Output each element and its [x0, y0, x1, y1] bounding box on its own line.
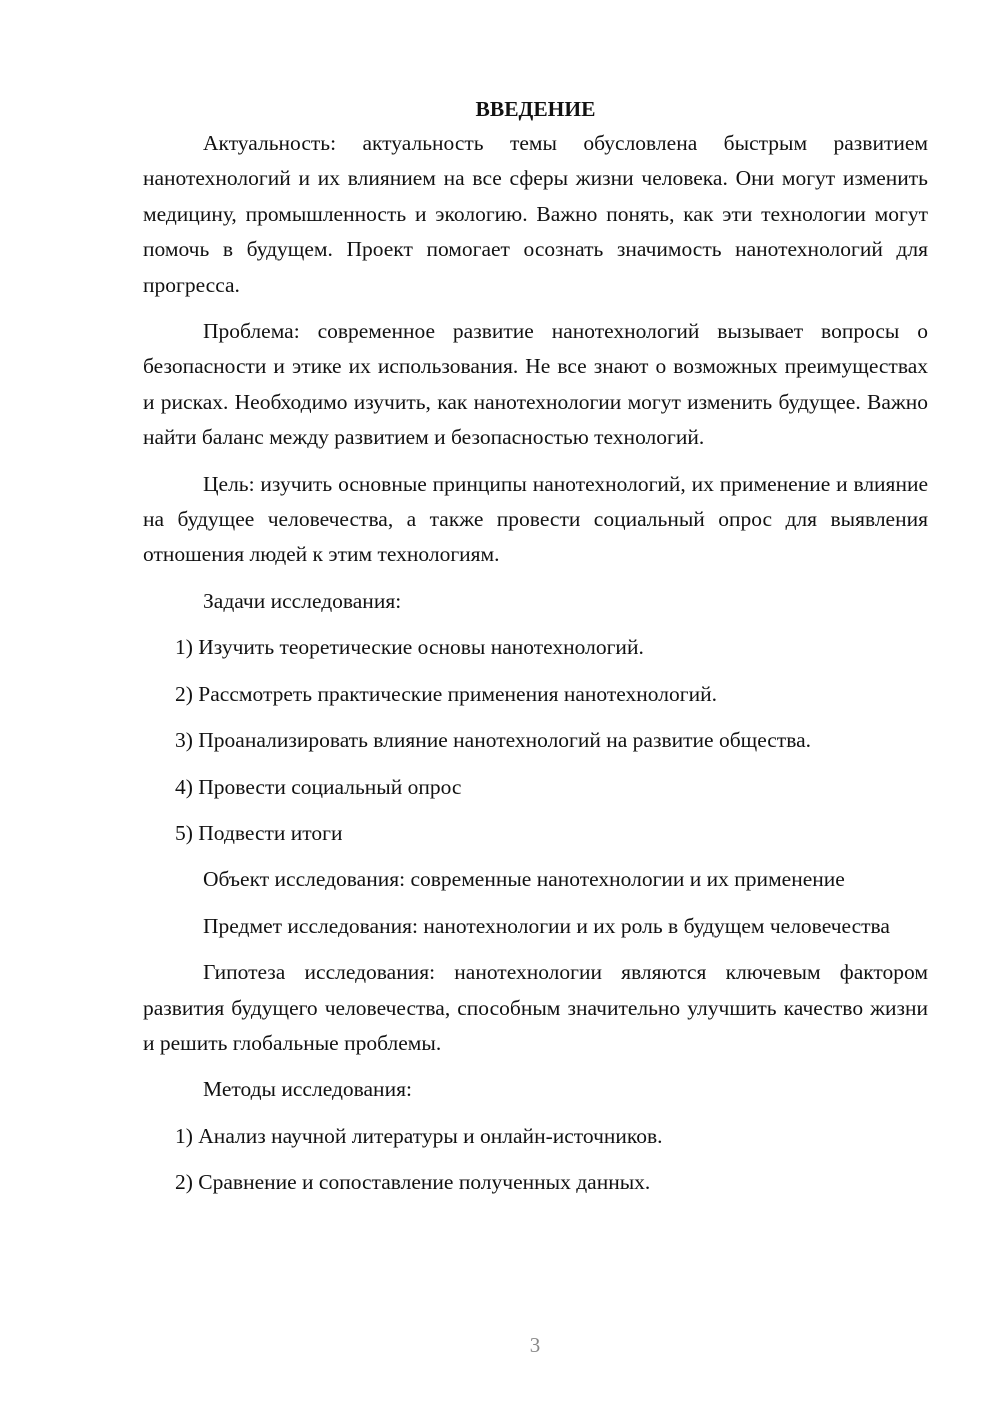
method-item: 1) Анализ научной литературы и онлайн-источников. [175, 1123, 663, 1148]
relevance-paragraph: Актуальность: актуальность темы обусловлена быстрым развитием нанотехнологий и их влиянием на все сферы жизни человека. Они могут изменить медицину, промышленность и экологию. Важно понять, как эти технологии могут помочь в будущем. Проект помогает осознать значимость нанотехнологий для прогресса. [143, 131, 928, 297]
tasks-heading: Задачи исследования: [203, 588, 402, 613]
object-paragraph: Объект исследования: современные нанотехнологии и их применение [203, 867, 845, 892]
method-item: 2) Сравнение и сопоставление полученных данных. [175, 1170, 651, 1195]
section-title: ВВЕДЕНИЕ [475, 97, 596, 121]
subject-paragraph: Предмет исследования: нанотехнологии и их роль в будущем человечества [203, 913, 890, 938]
page-number: 3 [529, 1333, 541, 1357]
task-item: 2) Рассмотреть практические применения нанотехнологий. [175, 681, 717, 706]
task-item: 1) Изучить теоретические основы нанотехнологий. [175, 635, 644, 660]
goal-paragraph: Цель: изучить основные принципы нанотехнологий, их применение и влияние на будущее человечества, а также провести социальный опрос для выявления отношения людей к этим технологиям. [143, 471, 928, 567]
hypothesis-paragraph: Гипотеза исследования: нанотехнологии являются ключевым фактором развития будущего человечества, способным значительно улучшить качество жизни и решить глобальные проблемы. [143, 960, 928, 1055]
task-item: 4) Провести социальный опрос [175, 774, 462, 799]
document-page [143, 92, 928, 1201]
problem-paragraph: Проблема: современное развитие нанотехнологий вызывает вопросы о безопасности и этике их использования. Не все знают о возможных преимуществах и рисках. Необходимо изучить, как нанотехнологии могут изменить будущее. Важно найти баланс между развитием и безопасностью технологий. [143, 319, 928, 450]
task-item: 3) Проанализировать влияние нанотехнологий на развитие общества. [175, 728, 811, 753]
methods-heading: Методы исследования: [203, 1077, 412, 1102]
task-item: 5) Подвести итоги [175, 820, 343, 845]
